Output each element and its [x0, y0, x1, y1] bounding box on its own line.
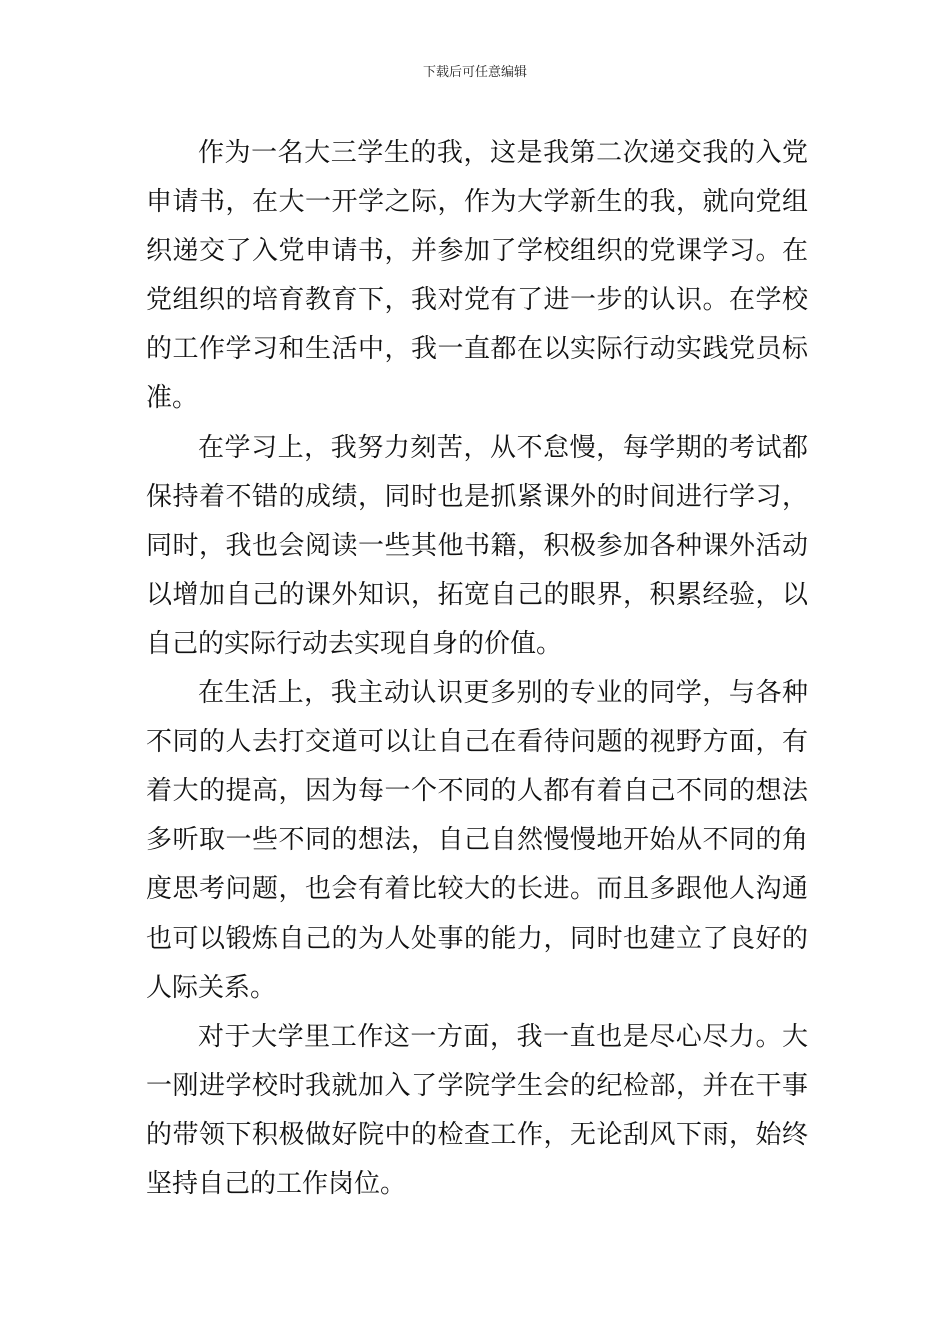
- paragraph-work: 对于大学里工作这一方面，我一直也是尽心尽力。大一刚进学校时我就加入了学院学生会的纪检部，并在干事的带领下积极做好院中的检查工作，无论刮风下雨，始终坚持自己的工作岗位。: [146, 1021, 808, 1199]
- paragraph-intro: 作为一名大三学生的我，这是我第二次递交我的入党申请书，在大一开学之际，作为大学新生的我，就向党组织递交了入党申请书，并参加了学校组织的党课学习。在党组织的培育教育下，我对党有了进一步的认识。在学校的工作学习和生活中，我一直都在以实际行动实践党员标准。: [146, 138, 808, 414]
- paragraph-study: 在学习上，我努力刻苦，从不怠慢，每学期的考试都保持着不错的成绩，同时也是抓紧课外的时间进行学习，同时，我也会阅读一些其他书籍，积极参加各种课外活动以增加自己的课外知识，拓宽自己的眼界，积累经验，以自己的实际行动去实现自身的价值。: [146, 432, 808, 659]
- document-body: [146, 129, 808, 1209]
- page-header-note: 下载后可任意编辑: [422, 65, 527, 80]
- paragraph-life: 在生活上，我主动认识更多别的专业的同学，与各种不同的人去打交道可以让自己在看待问题的视野方面，有着大的提高，因为每一个不同的人都有着自己不同的想法多听取一些不同的想法，自己自然慢慢地开始从不同的角度思考问题，也会有着比较大的长进。而且多跟他人沟通也可以锻炼自己的为人处事的能力，同时也建立了良好的人际关系。: [146, 678, 808, 1003]
